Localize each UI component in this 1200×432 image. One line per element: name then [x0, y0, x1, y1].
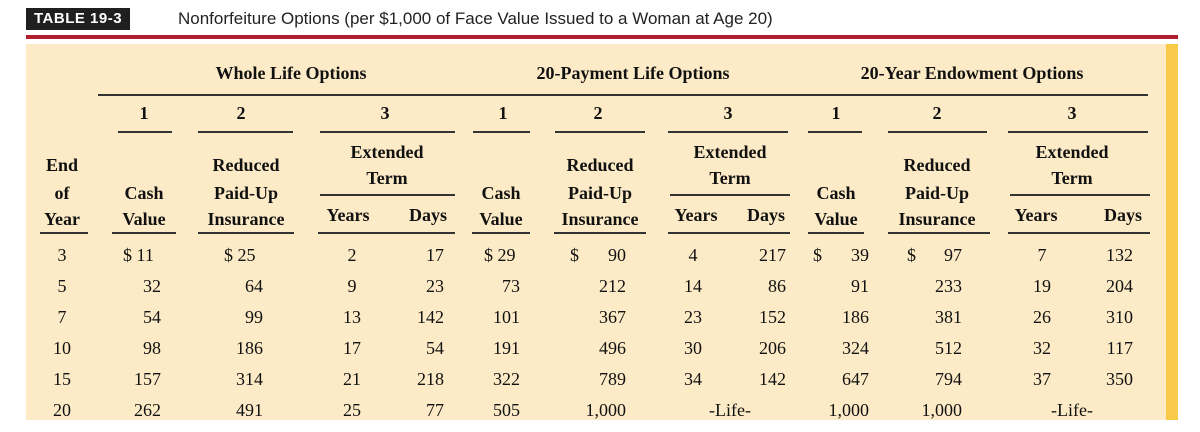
- option-rule: [118, 131, 172, 133]
- table-cell: 37: [1033, 369, 1051, 389]
- column-header-years: Years: [674, 205, 718, 225]
- header-rule: [668, 232, 790, 234]
- column-header-value: Value: [814, 209, 858, 229]
- table-cell: 64: [245, 276, 263, 296]
- table-cell: $: [907, 245, 916, 265]
- table-cell: 262: [134, 400, 161, 420]
- table-cell: 98: [143, 338, 161, 358]
- column-header-value: Value: [122, 209, 166, 229]
- table-cell: 101: [493, 307, 520, 327]
- extended-term-rule: [670, 194, 790, 196]
- column-header-years: Years: [326, 205, 370, 225]
- group-header: Whole Life Options: [215, 63, 367, 83]
- column-header-paid-up: Paid-Up: [904, 183, 970, 203]
- group-rule: [98, 94, 468, 96]
- table-cell: 204: [1106, 276, 1133, 296]
- column-header-days: Days: [746, 205, 786, 225]
- group-rule: [468, 94, 800, 96]
- table-number-tag: TABLE 19-3: [26, 8, 130, 30]
- table-cell: 367: [599, 307, 626, 327]
- table-cell: 1,000: [585, 400, 626, 420]
- table-cell: 496: [599, 338, 626, 358]
- table-cell: 505: [493, 400, 520, 420]
- column-header-insurance: Insurance: [207, 209, 285, 229]
- option-rule: [555, 131, 645, 133]
- table-cell: 794: [935, 369, 962, 389]
- table-cell: 491: [236, 400, 263, 420]
- option-rule: [198, 131, 293, 133]
- table-cell: 17: [343, 338, 361, 358]
- table-cell: 218: [417, 369, 444, 389]
- table-cell: 90: [608, 245, 626, 265]
- table-cell: $: [570, 245, 579, 265]
- group-header: 20-Year Endowment Options: [860, 63, 1084, 83]
- table-cell: $ 29: [484, 245, 516, 265]
- column-header-insurance: Insurance: [561, 209, 639, 229]
- table-cell: 233: [935, 276, 962, 296]
- option-number: 3: [723, 103, 733, 123]
- table-cell: $ 11: [123, 245, 154, 265]
- table-cell: 647: [842, 369, 869, 389]
- table-cell: 381: [935, 307, 962, 327]
- column-header-extended: Extended: [350, 142, 424, 162]
- table-cell: 77: [426, 400, 444, 420]
- table-cell: 322: [493, 369, 520, 389]
- option-rule: [320, 131, 455, 133]
- table-cell: 157: [134, 369, 161, 389]
- table-cell: 30: [684, 338, 702, 358]
- column-header-term: Term: [1051, 168, 1093, 188]
- table-cell: -Life-: [1051, 400, 1093, 420]
- column-header-years: Years: [1014, 205, 1058, 225]
- table-cell: 91: [851, 276, 869, 296]
- header-rule: [888, 232, 990, 234]
- column-header-of: of: [54, 183, 70, 203]
- table-cell: 2: [347, 245, 357, 265]
- table-cell: 512: [935, 338, 962, 358]
- table-cell: -Life-: [709, 400, 751, 420]
- table-cell: 20: [53, 400, 71, 420]
- header-rule: [554, 232, 646, 234]
- table-cell: 32: [143, 276, 161, 296]
- option-number: 3: [1067, 103, 1077, 123]
- option-number: 3: [380, 103, 390, 123]
- table-cell: 217: [759, 245, 786, 265]
- option-number: 1: [498, 103, 508, 123]
- table-cell: 26: [1033, 307, 1051, 327]
- table-cell: 350: [1106, 369, 1133, 389]
- table-cell: 19: [1033, 276, 1051, 296]
- table-cell: 310: [1106, 307, 1133, 327]
- option-number: 1: [139, 103, 149, 123]
- column-header-extended: Extended: [693, 142, 767, 162]
- table-cell: 132: [1106, 245, 1133, 265]
- table-cell: 142: [759, 369, 786, 389]
- table-cell: 142: [417, 307, 444, 327]
- table-cell: 5: [57, 276, 67, 296]
- table-cell: 3: [57, 245, 67, 265]
- option-rule: [1008, 131, 1148, 133]
- column-header-cash: Cash: [481, 183, 521, 203]
- header-rule: [112, 232, 176, 234]
- column-header-term: Term: [366, 168, 408, 188]
- column-header-insurance: Insurance: [898, 209, 976, 229]
- table-cell: 4: [688, 245, 698, 265]
- table-cell: 25: [343, 400, 361, 420]
- option-number: 1: [831, 103, 841, 123]
- table-cell: 7: [1037, 245, 1047, 265]
- group-header: 20-Payment Life Options: [536, 63, 730, 83]
- column-header-paid-up: Paid-Up: [213, 183, 279, 203]
- table-cell: $ 25: [224, 245, 256, 265]
- option-number: 2: [236, 103, 246, 123]
- table-cell: 13: [343, 307, 361, 327]
- table-cell: 186: [842, 307, 869, 327]
- group-rule: [800, 94, 1148, 96]
- table-cell: 324: [842, 338, 869, 358]
- table-cell: 789: [599, 369, 626, 389]
- table-cell: 39: [851, 245, 869, 265]
- table-cell: 97: [944, 245, 962, 265]
- column-header-value: Value: [479, 209, 523, 229]
- option-rule: [473, 131, 530, 133]
- table-cell: 152: [759, 307, 786, 327]
- column-header-paid-up: Paid-Up: [567, 183, 633, 203]
- header-rule: [1008, 232, 1150, 234]
- column-header-cash: Cash: [816, 183, 856, 203]
- table-title: Nonforfeiture Options (per $1,000 of Face Value Issued to a Woman at Age 20): [178, 9, 773, 28]
- table-cell: 99: [245, 307, 263, 327]
- header-rule: [318, 232, 455, 234]
- caption-bar: [0, 0, 1200, 36]
- table-cell: 191: [493, 338, 520, 358]
- header-rule: [808, 232, 864, 234]
- header-rule: [472, 232, 530, 234]
- table-cell: 23: [684, 307, 702, 327]
- table-cell: 117: [1106, 338, 1133, 358]
- option-rule: [888, 131, 987, 133]
- table-cell: 10: [53, 338, 71, 358]
- table-cell: 314: [236, 369, 263, 389]
- option-number: 2: [932, 103, 942, 123]
- table-cell: 212: [599, 276, 626, 296]
- table-cell: 186: [236, 338, 263, 358]
- option-number: 2: [593, 103, 603, 123]
- table-cell: 34: [684, 369, 702, 389]
- extended-term-rule: [320, 194, 455, 196]
- table-cell: 54: [143, 307, 161, 327]
- caption-rule: [26, 35, 1178, 39]
- table-cell: 86: [768, 276, 786, 296]
- table-cell: 1,000: [921, 400, 962, 420]
- column-header-extended: Extended: [1035, 142, 1109, 162]
- table-cell: 17: [426, 245, 444, 265]
- extended-term-rule: [1010, 194, 1150, 196]
- table-cell: 54: [426, 338, 444, 358]
- column-header-end: End: [45, 155, 79, 175]
- column-header-days: Days: [1103, 205, 1143, 225]
- option-rule: [808, 131, 862, 133]
- column-header-reduced: Reduced: [566, 155, 634, 175]
- option-rule: [668, 131, 788, 133]
- table-cell: 73: [502, 276, 520, 296]
- column-header-cash: Cash: [124, 183, 164, 203]
- table-cell: 14: [684, 276, 702, 296]
- table-cell: $: [813, 245, 822, 265]
- column-header-days: Days: [408, 205, 448, 225]
- edge-accent-bar: [1166, 44, 1178, 420]
- column-header-term: Term: [709, 168, 751, 188]
- column-header-reduced: Reduced: [212, 155, 280, 175]
- table-cell: 206: [759, 338, 786, 358]
- header-rule: [198, 232, 294, 234]
- table-cell: 7: [57, 307, 67, 327]
- table-cell: 21: [343, 369, 361, 389]
- table-cell: 1,000: [828, 400, 869, 420]
- column-header-reduced: Reduced: [903, 155, 971, 175]
- table-cell: 15: [53, 369, 71, 389]
- column-header-year: Year: [44, 209, 80, 229]
- table-cell: 23: [426, 276, 444, 296]
- table-cell: 32: [1033, 338, 1051, 358]
- table-cell: 9: [347, 276, 357, 296]
- header-rule: [40, 232, 88, 234]
